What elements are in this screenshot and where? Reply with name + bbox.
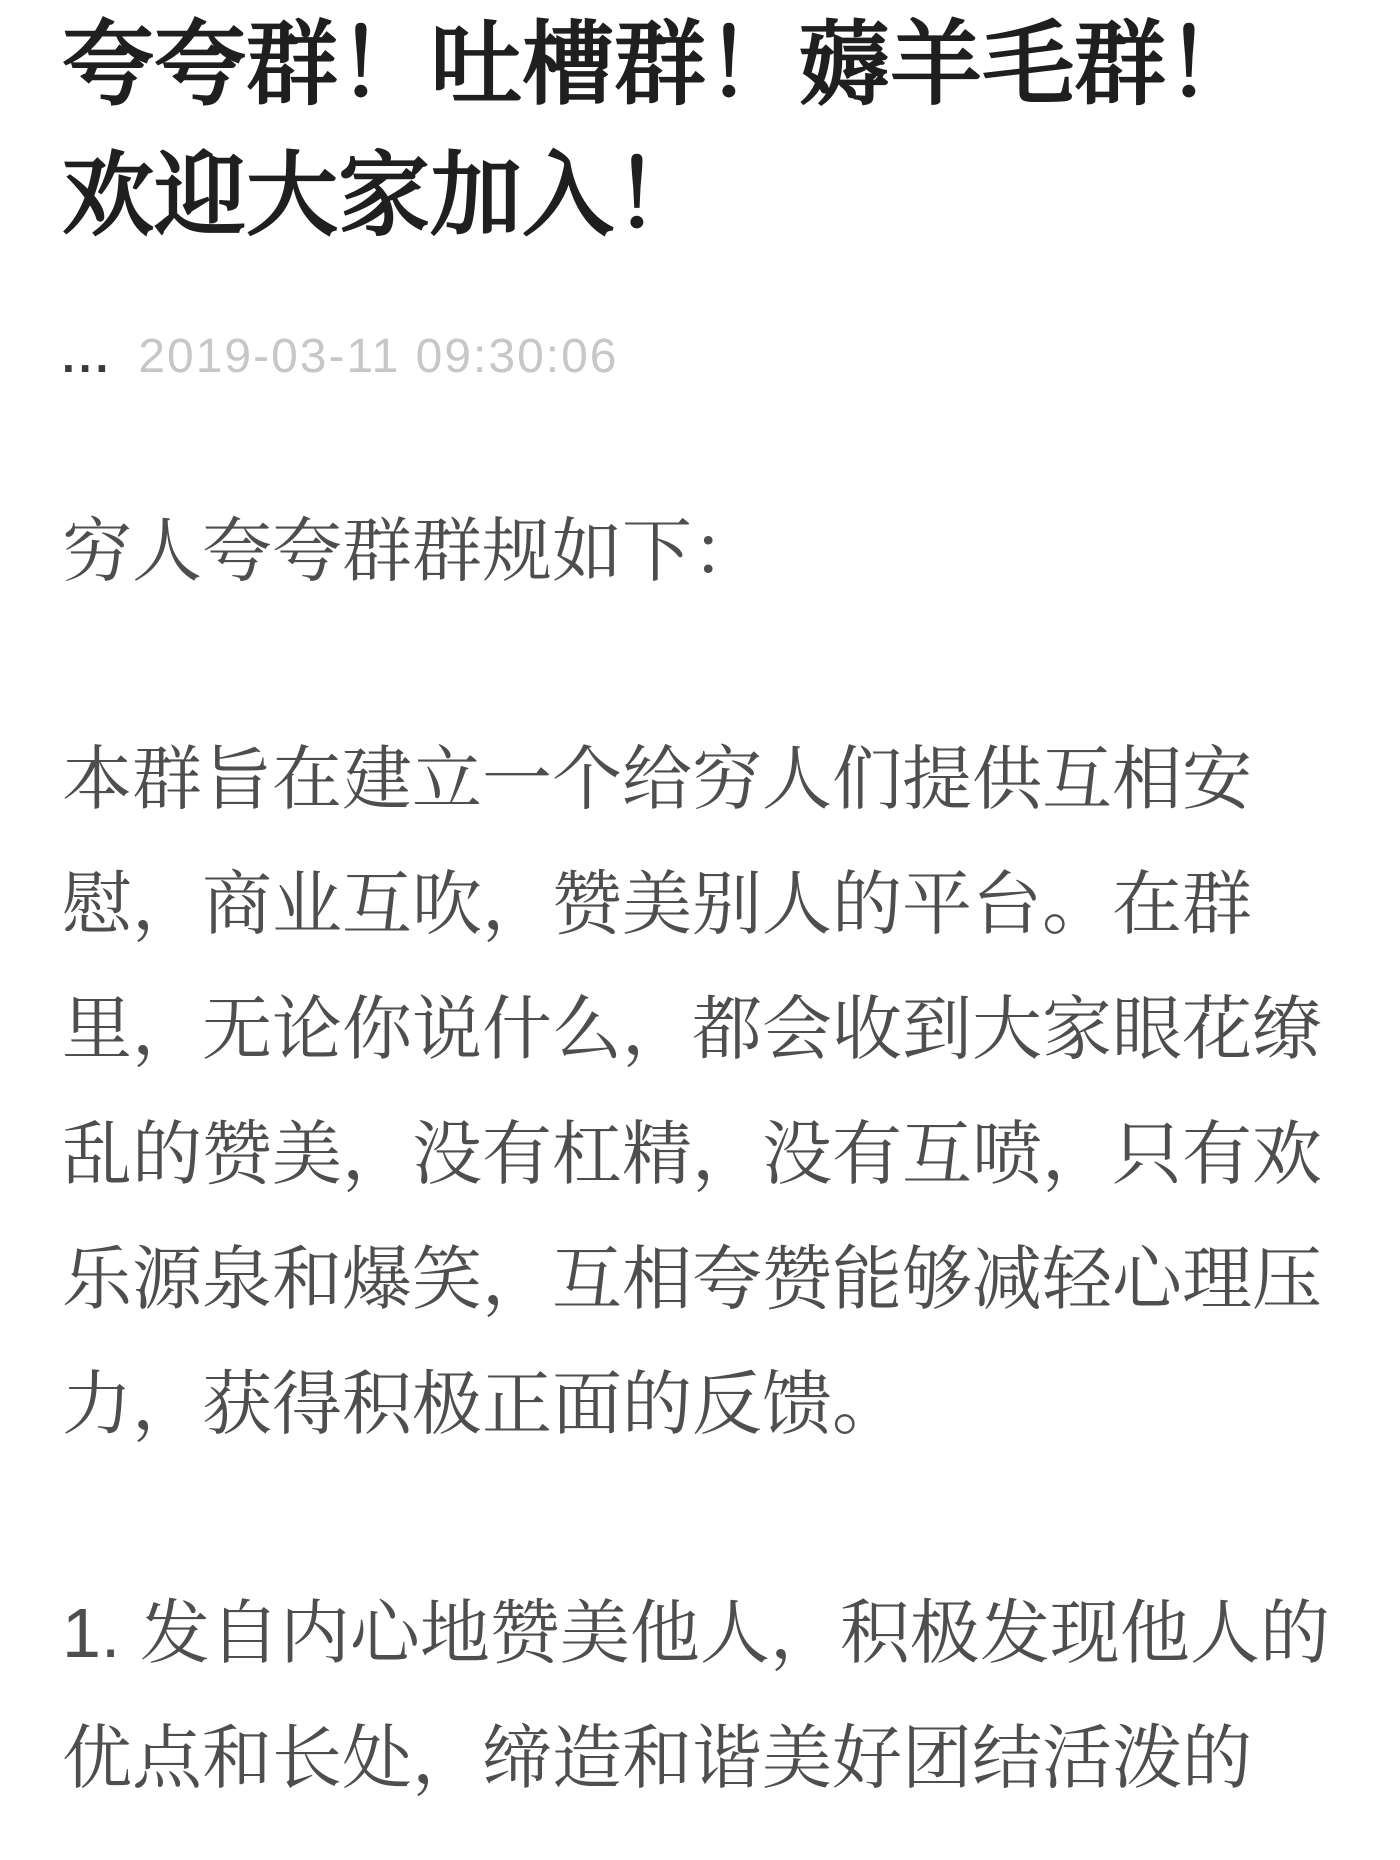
rules-section-header: 穷人夸夸群群规如下： (62, 512, 762, 590)
intro-paragraph: 本群旨在建立一个给穷人们提供互相安慰，商业互吹，赞美别人的平台。在群里，无论你说什么，都会收到大家眼花缭乱的赞美，没有杠精，没有互喷，只有欢乐源泉和爆笑，互相夸赞能够减轻心理压力，获得积极正面的反馈。 (62, 740, 1322, 1443)
author-redacted-ellipsis: ... (62, 330, 113, 382)
post-meta-row (62, 328, 1342, 385)
rule-item-1: 1. 发自内心地赞美他人，积极发现他人的优点和长处，缔造和谐美好团结活泼的 (62, 1594, 1330, 1797)
post-title: 夸夸群！吐槽群！薅羊毛群！欢迎大家加入！ (62, 14, 1259, 247)
post-timestamp: 2019-03-11 09:30:06 (138, 330, 619, 383)
